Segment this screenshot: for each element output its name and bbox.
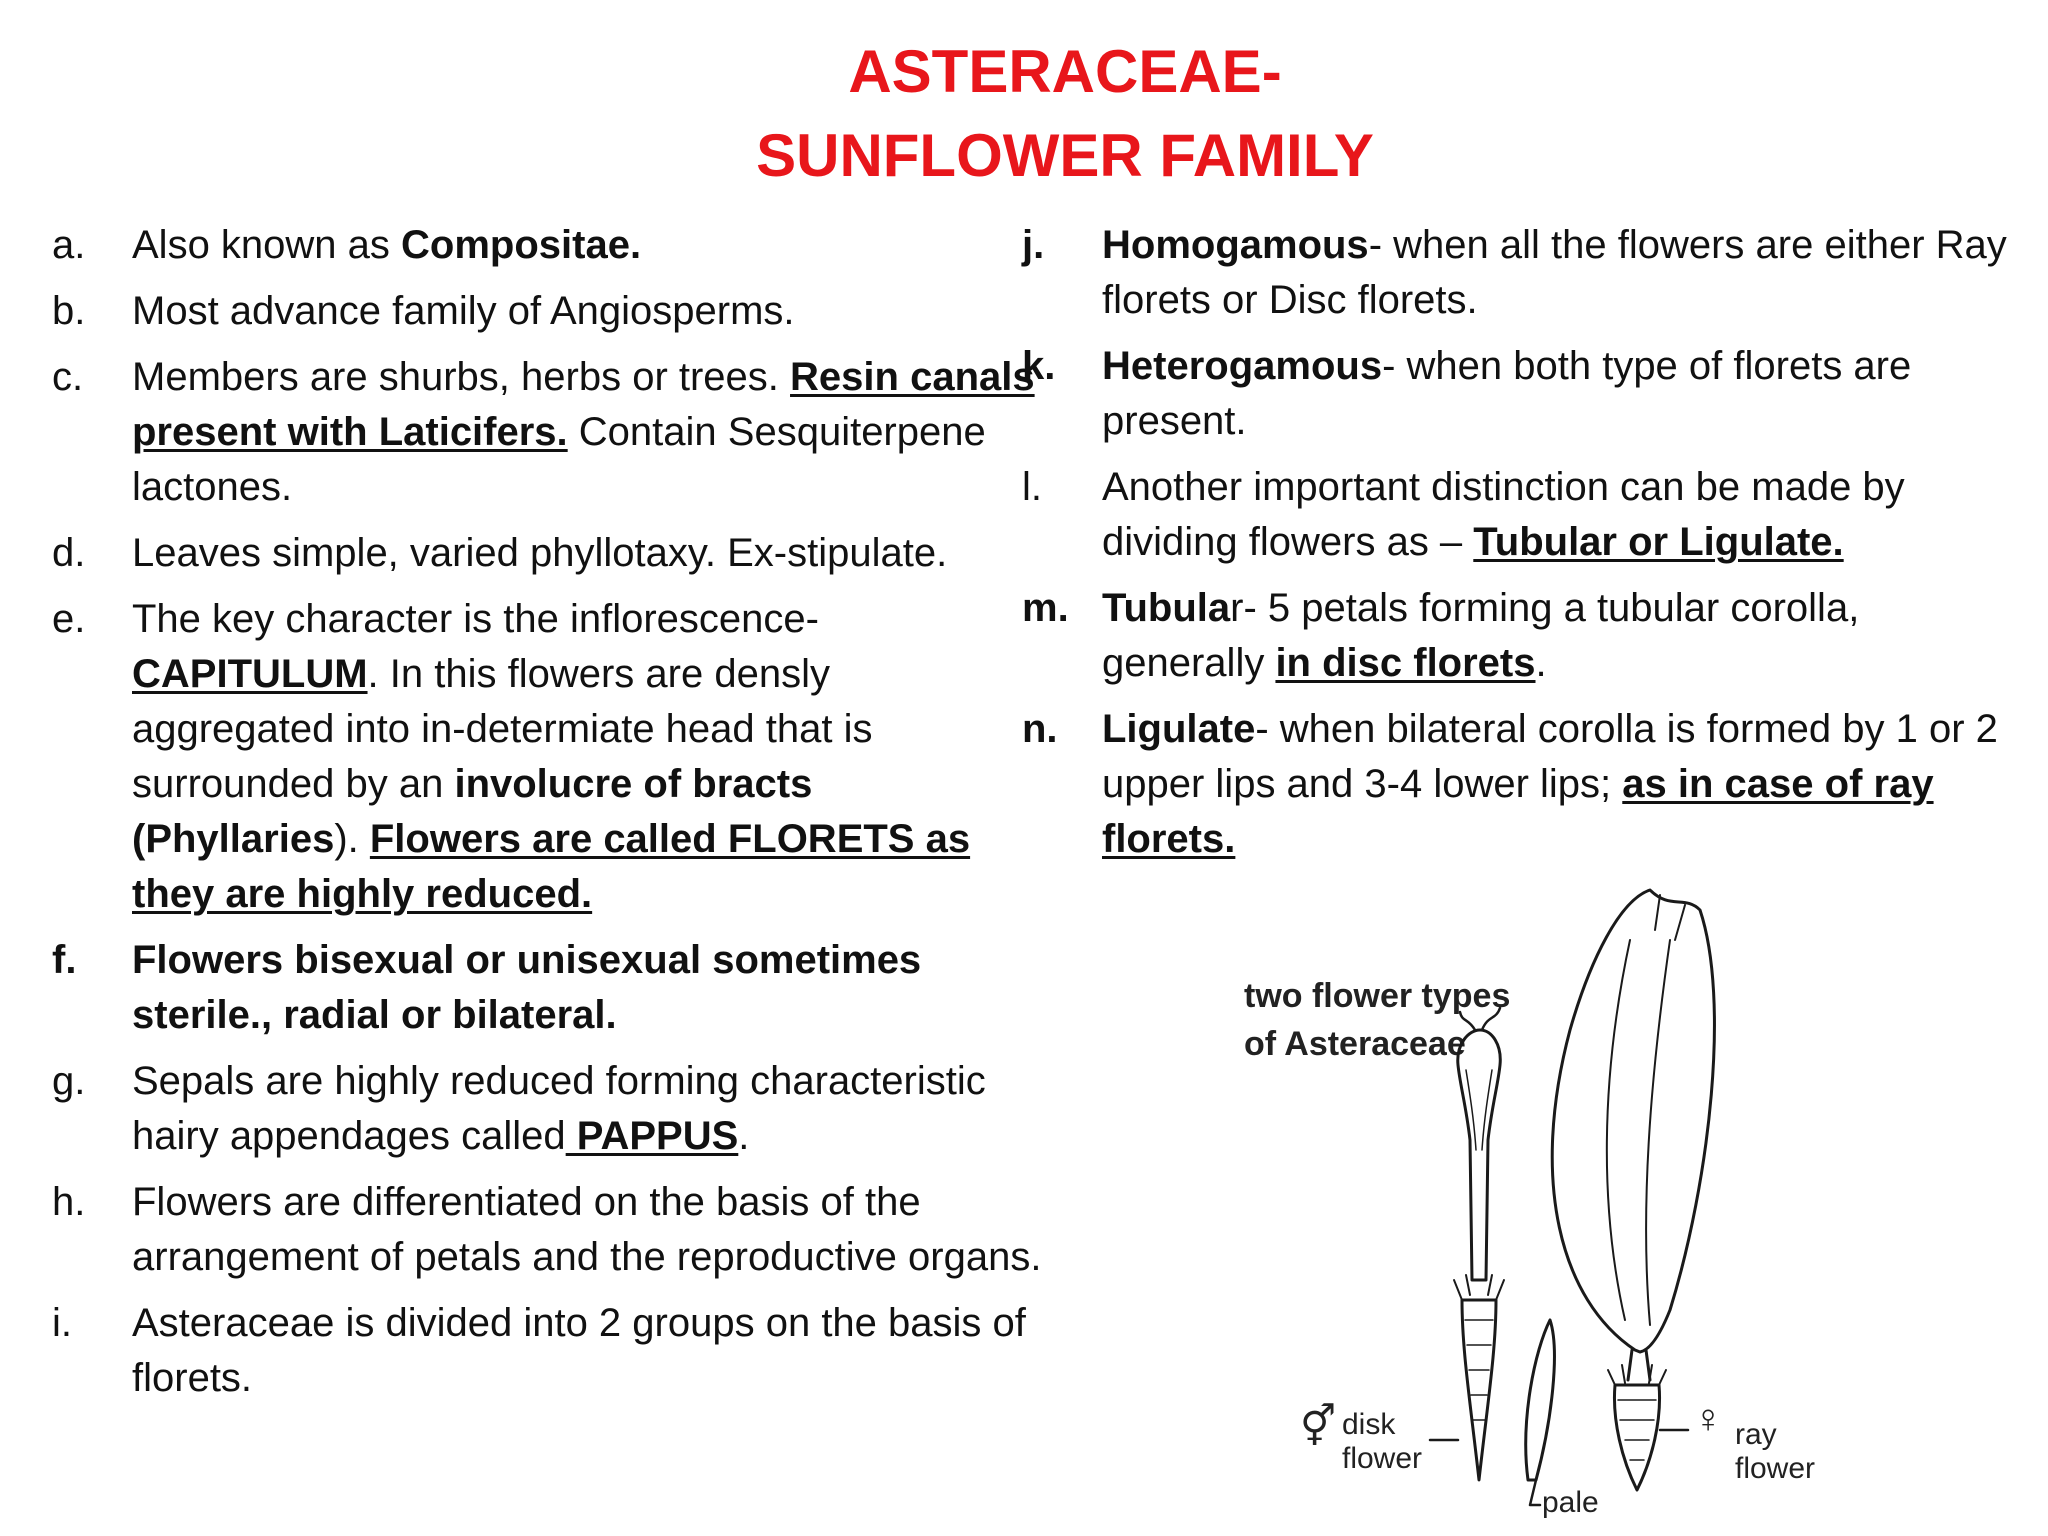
disk-label-line-1: disk <box>1342 1408 1396 1441</box>
text-segment: . In this flowers are densly aggregated into in-determiate head that is surrounded by an <box>132 652 873 806</box>
list-item-text <box>1102 460 2022 570</box>
text-segment: Compositae. <box>401 223 642 267</box>
list-item <box>52 526 1042 581</box>
text-segment: - when all the flowers are either Ray florets or Disc florets. <box>1102 223 2007 322</box>
text-segment: Resin canals present with Laticifers. <box>132 355 1035 454</box>
text-segment: - when bilateral corolla is formed by 1 or 2 upper lips and 3-4 lower lips; <box>1102 707 1998 806</box>
text-segment: . <box>738 1114 750 1158</box>
bisexual-symbol-icon: ⚥ <box>1300 1405 1337 1449</box>
text-segment: Flowers bisexual or unisexual sometimes sterile., radial or bilateral. <box>132 938 922 1037</box>
disk-flower-style <box>1460 1008 1500 1030</box>
text-segment: Heterogamous <box>1102 344 1383 388</box>
disk-flower-label <box>1300 1405 1337 1449</box>
list-item-text <box>132 350 1042 515</box>
text-segment: Ligulate <box>1102 707 1256 751</box>
list-item-text <box>132 1175 1042 1285</box>
female-symbol-icon: ♀ <box>1693 1397 1723 1441</box>
list-item-text <box>132 218 1042 273</box>
text-segment: ). <box>334 817 370 861</box>
flower-types-figure <box>1230 880 1930 1520</box>
list-item-text <box>1102 581 2022 691</box>
page-title <box>0 30 2048 198</box>
text-segment: Tubula <box>1102 586 1231 630</box>
list-item-text <box>132 592 1042 922</box>
list-item <box>52 284 1042 339</box>
text-segment: involucre of bracts (Phyllaries <box>132 762 813 861</box>
list-item-text <box>132 1054 1042 1164</box>
text-segment: Contain Sesquiterpene lactones. <box>132 410 986 509</box>
text-segment: The key character is the inflorescence- <box>132 597 819 641</box>
list-item-text <box>132 526 1042 581</box>
text-segment: Flowers are called FLORETS as they are highly reduced. <box>132 817 971 916</box>
list-item <box>52 1175 1042 1285</box>
list-item <box>52 1296 1042 1406</box>
list-item <box>1022 460 2022 570</box>
text-segment: Flowers are differentiated on the basis of the arrangement of petals and the reproductive organs. <box>132 1180 1042 1279</box>
figure-caption-line-1: two flower types <box>1244 977 1511 1015</box>
text-segment: Asteraceae is divided into 2 groups on the basis of florets. <box>132 1301 1026 1400</box>
list-marker: g. <box>52 1059 86 1103</box>
text-segment: Members are shurbs, herbs or trees. <box>132 355 791 399</box>
list-item <box>1022 339 2022 449</box>
list-marker: n. <box>1022 707 1058 751</box>
list-item <box>52 218 1042 273</box>
text-segment: . <box>1535 641 1547 685</box>
list-item <box>52 1054 1042 1164</box>
list-marker: b. <box>52 289 86 333</box>
ray-label-line-1: ray <box>1735 1418 1777 1451</box>
ray-label-line-2: flower <box>1735 1452 1816 1485</box>
list-item-text <box>132 933 1042 1043</box>
list-item-text <box>1102 339 2022 449</box>
list-marker: f. <box>52 938 77 982</box>
left-column-list <box>52 218 1042 1417</box>
right-column-list <box>1022 218 2022 878</box>
list-item <box>52 350 1042 515</box>
list-item-text <box>132 1296 1042 1406</box>
ray-flower-label <box>1693 1397 1723 1441</box>
list-item <box>52 592 1042 922</box>
text-segment: Leaves simple, varied phyllotaxy. Ex-stipulate. <box>132 531 948 575</box>
text-segment: Homogamous <box>1102 223 1369 267</box>
text-segment: Also known as <box>132 223 402 267</box>
title-line-1: ASTERACEAE- <box>848 38 1282 105</box>
title-line-2: SUNFLOWER FAMILY <box>756 122 1374 189</box>
list-marker: d. <box>52 531 86 575</box>
list-marker: m. <box>1022 586 1069 630</box>
text-segment: - when both type of florets are present. <box>1102 344 1912 443</box>
list-marker: l. <box>1022 465 1042 509</box>
list-item <box>1022 218 2022 328</box>
text-segment: Another important distinction can be made by dividing flowers as – <box>1102 465 1905 564</box>
text-segment: CAPITULUM <box>132 652 368 696</box>
disk-flower-ovary <box>1462 1300 1496 1480</box>
text-segment: Tubular or Ligulate. <box>1473 520 1844 564</box>
list-item-text <box>1102 218 2022 328</box>
list-item <box>1022 581 2022 691</box>
disk-flower-corolla <box>1458 1030 1500 1280</box>
text-segment: PAPPUS <box>565 1114 739 1158</box>
disk-label-line-2: flower <box>1342 1442 1423 1475</box>
text-segment: as in case of ray florets. <box>1102 762 1934 861</box>
list-item-text <box>132 284 1042 339</box>
text-segment: r- 5 petals forming a tubular corolla, generally <box>1102 586 1860 685</box>
ray-flower-ligule <box>1552 890 1714 1352</box>
list-item <box>1022 702 2022 867</box>
figure-caption-line-2: of Asteraceae <box>1244 1025 1466 1063</box>
pale-label: pale <box>1542 1486 1599 1519</box>
list-item-text <box>1102 702 2022 867</box>
list-marker: c. <box>52 355 84 399</box>
list-marker: j. <box>1022 223 1045 267</box>
pale-bract <box>1526 1320 1555 1480</box>
text-segment: Most advance family of Angiosperms. <box>132 289 795 333</box>
list-marker: e. <box>52 597 86 641</box>
list-item <box>52 933 1042 1043</box>
list-marker: h. <box>52 1180 86 1224</box>
text-segment: Sepals are highly reduced forming characteristic hairy appendages called <box>132 1059 986 1158</box>
list-marker: k. <box>1022 344 1056 388</box>
list-marker: i. <box>52 1301 72 1345</box>
list-marker: a. <box>52 223 86 267</box>
text-segment: in disc florets <box>1275 641 1536 685</box>
